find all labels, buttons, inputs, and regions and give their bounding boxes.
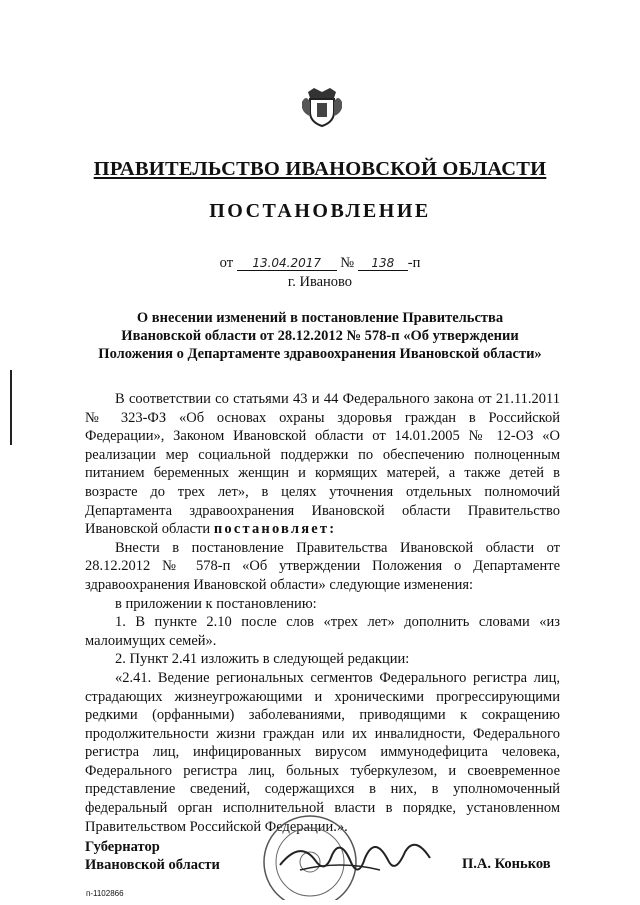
margin-mark [10, 370, 12, 445]
decree-word: постановляет: [213, 521, 337, 538]
number-suffix: -п [407, 255, 421, 271]
document-number: 138 [358, 256, 408, 271]
signer-position: Губернатор [85, 839, 160, 855]
footer-code: п-1102866 [86, 889, 124, 898]
document-heading [60, 309, 580, 363]
coat-of-arms-icon [300, 84, 344, 128]
heading-line: О внесении изменений в постановление Правительства [136, 310, 504, 326]
signer-region: Ивановской области [85, 857, 220, 873]
signer-title [85, 838, 220, 874]
body-paragraph: 1. В пункте 2.10 после слов «трех лет» дополнить словами «из малоимущих семей». [85, 614, 560, 649]
body-paragraph: «2.41. Ведение региональных сегментов Федерального регистра лиц, страдающих жизнеугрожающими и хроническими прогрессирующими редкими (орфанными) заболеваниями, приводящими к сокращению продолжительности жизни граждан или их инвалидности, Федерального регистра лиц, инфицированных вирусом иммунодефицита человека, Федерального регистра лиц, больных туберкулезом, и своевременное представление сведений, содержащихся в них, в уполномоченный федеральный орган исполнительной власти в порядке, установленном Правительством Российской Федерации.». [85, 669, 560, 835]
heading-line: Ивановской области от 28.12.2012 № 578-п «Об утверждении [121, 328, 519, 344]
handwritten-signature-icon [270, 830, 440, 890]
date-number-line [0, 255, 640, 272]
document-type: ПОСТАНОВЛЕНИЕ [209, 200, 431, 222]
number-prefix: № [340, 255, 355, 271]
city: г. Иваново [287, 274, 353, 290]
body-paragraph: в приложении к постановлению: [115, 595, 317, 612]
body-paragraph [85, 390, 560, 539]
body-paragraph: Внести в постановление Правительства Ивановской области от 28.12.2012 № 578-п «Об утверждении Положения о Департаменте здравоохранения Ивановской области» следующие изменения: [85, 539, 560, 593]
date-prefix: от [219, 255, 234, 271]
document-date: 13.04.2017 [237, 256, 337, 271]
signer-name: П.А. Коньков [462, 856, 551, 872]
body-paragraph: 2. Пункт 2.41 изложить в следующей редакции: [115, 651, 410, 668]
government-title: ПРАВИТЕЛЬСТВО ИВАНОВСКОЙ ОБЛАСТИ [93, 158, 547, 180]
document-body [85, 390, 560, 836]
paragraph-text: В соответствии со статьями 43 и 44 Федерального закона от 21.11.2011 № 323-ФЗ «Об основах охраны здоровья граждан в Российской Федерации», Законом Ивановской области от 14.01.2005 № 12-ОЗ «О реализации мер социальной поддержки по обеспечению полноценным питанием беременных женщин и кормящих матерей, а также детей в возрасте до трех лет», в целях уточнения отдельных полномочий Департамента здравоохранения Ивановской области Правительство Ивановской области [85, 391, 560, 538]
heading-line: Положения о Департаменте здравоохранения Ивановской области» [98, 346, 542, 362]
